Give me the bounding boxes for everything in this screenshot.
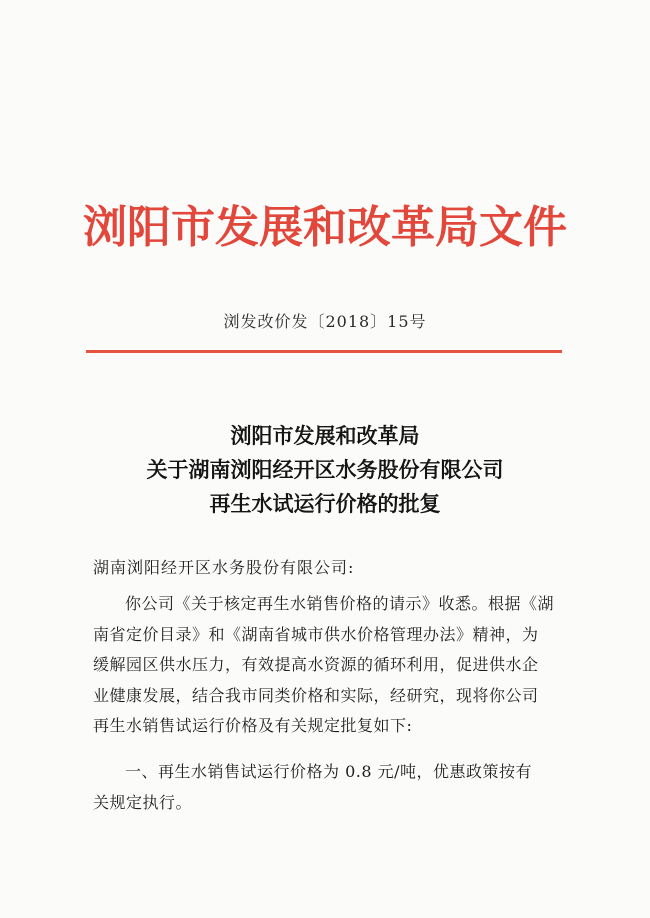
title-line: 再生水试运行价格的批复 [209, 491, 441, 516]
body-paragraph-1 [93, 589, 563, 742]
paragraph-line: 再生水销售试运行价格及有关规定批复如下: [93, 716, 413, 735]
paragraph-line: 一、再生水销售试运行价格为 0.8 元/吨，优惠政策按有 [125, 762, 533, 781]
title-line: 关于湖南浏阳经开区水务股份有限公司 [146, 457, 504, 482]
red-divider-line [86, 350, 562, 353]
paragraph-line: 业健康发展，结合我市同类价格和实际，经研究，现将你公司 [93, 685, 539, 705]
issuer-header: 浏阳市发展和改革局文件 [83, 202, 567, 253]
paragraph-line: 南省定价目录》和《湖南省城市供水价格管理办法》精神，为 [93, 624, 539, 644]
paragraph-line: 你公司《关于核定再生水销售价格的请示》收悉。根据《湖 [125, 594, 555, 613]
body-paragraph-2 [93, 757, 563, 818]
document-number: 浏发改价发〔2018〕15号 [223, 312, 427, 331]
document-title [0, 419, 650, 521]
paragraph-line: 缓解园区供水压力，有效提高水资源的循环利用，促进供水企 [93, 655, 539, 674]
recipient-line: 湖南浏阳经开区水务股份有限公司: [93, 558, 355, 577]
title-line: 浏阳市发展和改革局 [230, 423, 420, 448]
paragraph-line: 关规定执行。 [93, 792, 193, 812]
